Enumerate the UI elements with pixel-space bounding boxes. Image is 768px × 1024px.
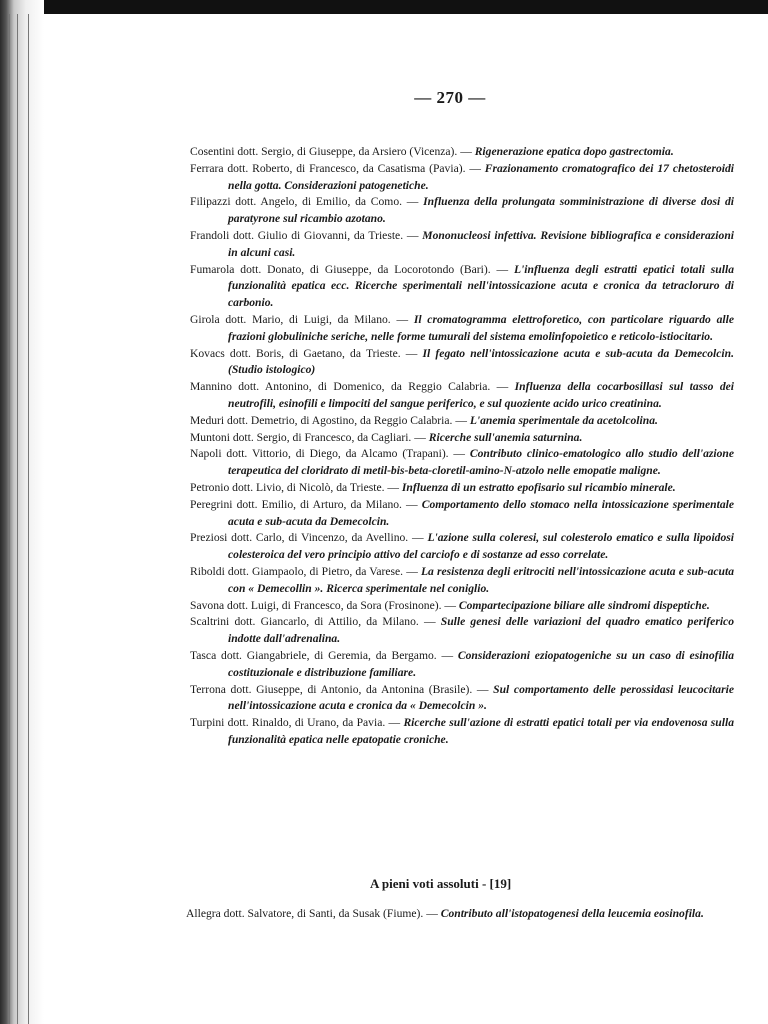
entry-author: Kovacs dott. Boris, di Gaetano, da Trieste. — xyxy=(190,346,418,360)
list-item xyxy=(190,497,734,531)
list-item xyxy=(190,564,734,598)
entry-work: Influenza di un estratto epofisario sul ricambio minerale. xyxy=(401,480,676,494)
binding-line xyxy=(9,14,10,1024)
entry-work: Compartecipazione biliare alle sindromi dispeptiche. xyxy=(458,598,710,612)
entry-author: Fumarola dott. Donato, di Giuseppe, da Locorotondo (Bari). — xyxy=(190,262,509,276)
entry-work: La resistenza degli eritrociti nell'intossicazione acuta e sub-acuta con « Demecollin ». Ricerca sperimentale nel coniglio. xyxy=(228,564,734,595)
entry-work: L'anemia sperimentale da acetolcolina. xyxy=(469,413,658,427)
list-item xyxy=(190,446,734,480)
entry-work: Comportamento dello stomaco nella intossicazione sperimentale acuta e sub-acuta da Demecolcin. xyxy=(228,497,734,528)
entry-author: Preziosi dott. Carlo, di Vincenzo, da Avellino. — xyxy=(190,531,424,545)
section-heading: A pieni voti assoluti - [19] xyxy=(370,876,512,891)
entry-work: Contributo clinico-ematologico allo studio dell'azione terapeutica del cloridrato di metil-bis-beta-cloretil-amino-N-atzolo nelle emopatie maligne. xyxy=(228,447,734,478)
entry-author: Filipazzi dott. Angelo, di Emilio, da Como. — xyxy=(190,195,419,209)
entry-work: Mononucleosi infettiva. Revisione bibliografica e considerazioni in alcuni casi. xyxy=(228,228,734,259)
list-item xyxy=(190,614,734,648)
entry-work: Frazionamento cromatografico dei 17 chetosteroidi nella gotta. Considerazioni patogenetiche. xyxy=(228,161,734,192)
entry-work: Il cromatogramma elettroforetico, con particolare riguardo alle frazioni globuliniche seriche, nelle forme tumurali del sistema emolinfopoietico e reticolo-istiocitario. xyxy=(228,312,734,343)
entry-author: Napoli dott. Vittorio, di Diego, da Alcamo (Trapani). — xyxy=(190,447,466,461)
entry-work: Ricerche sull'anemia saturnina. xyxy=(428,430,583,444)
scan-top-edge xyxy=(0,0,768,14)
list-item xyxy=(190,682,734,716)
entry-author: Girola dott. Mario, di Luigi, da Milano. — xyxy=(190,312,409,326)
list-item xyxy=(190,480,734,497)
entry-work: Influenza della prolungata somministrazione di diverse dosi di paratyrone sul ricambio azotano. xyxy=(228,195,734,226)
entry-work: L'azione sulla coleresi, sul colesterolo ematico e sulla lipoidosi colesteroica del vero principio attivo del carciofo e di sostanze ad esso correlate. xyxy=(228,531,734,562)
entry-author: Petronio dott. Livio, di Nicolò, da Trieste. — xyxy=(190,480,400,494)
entry-author: Frandoli dott. Giulio di Giovanni, da Trieste. — xyxy=(190,228,419,242)
binding-line xyxy=(17,14,18,1024)
entry-author: Turpini dott. Rinaldo, di Urano, da Pavia. — xyxy=(190,716,401,730)
entries-list xyxy=(190,144,734,749)
entry-work: Sul comportamento delle perossidasi leucocitarie nell'intossicazione acuta e cronica da « Demecolcin ». xyxy=(228,682,734,713)
list-item xyxy=(190,312,734,346)
binding-line xyxy=(28,14,29,1024)
entry-work: Sulle genesi delle variazioni del quadro ematico periferico indotte dall'adrenalina. xyxy=(228,615,735,646)
entry-author: Scaltrini dott. Giancarlo, di Attilio, da Milano. — xyxy=(190,615,436,629)
list-item xyxy=(190,413,734,430)
entries-list-continued xyxy=(186,906,734,923)
entry-work: L'influenza degli estratti epatici totali sulla funzionalità epatica ecc. Ricerche sperimentali nell'intossicazione acuta e cronica da tetracloruro di carbonio. xyxy=(228,262,734,310)
entry-author: Terrona dott. Giuseppe, di Antonio, da Antonina (Brasile). — xyxy=(190,682,489,696)
entry-author: Muntoni dott. Sergio, di Francesco, da Cagliari. — xyxy=(190,430,426,444)
list-item xyxy=(190,648,734,682)
list-item xyxy=(190,144,734,161)
entry-author: Peregrini dott. Emilio, di Arturo, da Milano. — xyxy=(190,497,418,511)
entry-work: Contributo all'istopatogenesi della leucemia eosinofila. xyxy=(440,907,704,920)
entry-author: Cosentini dott. Sergio, di Giuseppe, da Arsiero (Vicenza). — xyxy=(190,145,472,158)
list-item xyxy=(186,906,734,923)
entry-author: Ferrara dott. Roberto, di Francesco, da Casatisma (Pavia). — xyxy=(190,161,481,175)
list-item xyxy=(190,346,734,380)
list-item xyxy=(190,530,734,564)
entry-author: Tasca dott. Giangabriele, di Geremia, da Bergamo. — xyxy=(190,648,454,662)
entry-author: Mannino dott. Antonino, di Domenico, da Reggio Calabria. — xyxy=(190,380,509,394)
entry-author: Savona dott. Luigi, di Francesco, da Sora (Frosinone). — xyxy=(190,598,456,612)
list-item xyxy=(190,379,734,413)
list-item xyxy=(190,430,734,447)
entry-work: Ricerche sull'azione di estratti epatici totali per via endovenosa sulla funzionalità epatica nelle epatopatie croniche. xyxy=(228,716,734,746)
entry-author: Allegra dott. Salvatore, di Santi, da Susak (Fiume). — xyxy=(186,907,438,920)
list-item xyxy=(190,598,734,615)
entry-author: Riboldi dott. Giampaolo, di Pietro, da Varese. — xyxy=(190,564,418,578)
list-item xyxy=(190,161,734,195)
entry-work: Il fegato nell'intossicazione acuta e sub-acuta da Demecolcin. (Studio istologico) xyxy=(228,346,734,377)
entry-author: Meduri dott. Demetrio, di Agostino, da Reggio Calabria. — xyxy=(190,413,467,427)
entry-work: Considerazioni eziopatogeniche su un caso di esinofilia costituzionale e distribuzione familiare. xyxy=(228,648,734,679)
list-item xyxy=(190,194,734,228)
page-number: — 270 — xyxy=(414,88,486,107)
list-item xyxy=(190,262,734,312)
entry-work: Rigenerazione epatica dopo gastrectomia. xyxy=(474,145,674,158)
list-item xyxy=(190,715,734,749)
list-item xyxy=(190,228,734,262)
book-binding-shadow xyxy=(0,0,44,1024)
entry-work: Influenza della cocarbosillasi sul tasso dei neutrofili, esinofili e limpociti del sangue periferico, e sul quoziente acido urico creatinina. xyxy=(228,380,735,410)
